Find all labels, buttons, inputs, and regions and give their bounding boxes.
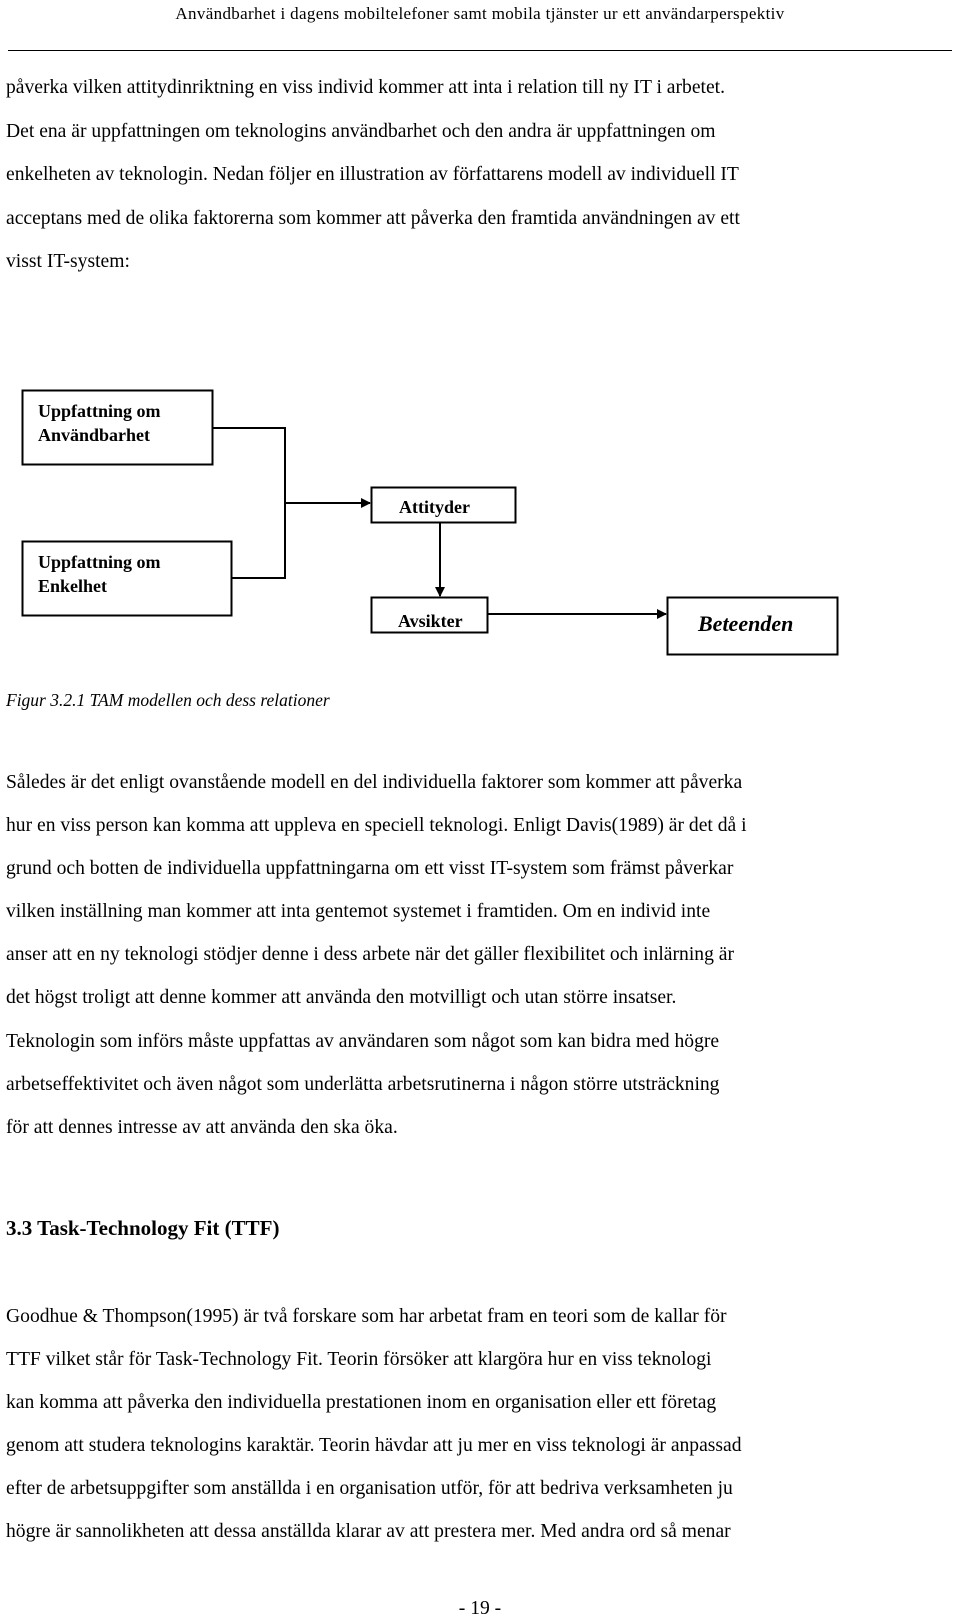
text-line: för att dennes intresse av att använda den ska öka. (6, 1116, 398, 1138)
page-number: - 19 - (458, 1598, 502, 1619)
text-line: acceptans med de olika faktorerna som kommer att påverka den framtida användningen av ett (6, 207, 740, 229)
box-perceived-ease-label-2: Enkelhet (38, 576, 108, 596)
text-line: TTF vilket står för Task-Technology Fit. Teorin försöker att klargöra hur en viss teknologi (6, 1349, 712, 1371)
box-perceived-usability-label-2: Användbarhet (38, 425, 151, 445)
text-line: visst IT-system: (6, 251, 130, 272)
text-line: arbetseffektivitet och även något som underlätta arbetsrutinerna i någon större utsträckning (6, 1073, 720, 1095)
box-intentions-label: Avsikter (398, 611, 463, 631)
text-line: efter de arbetsuppgifter som anställda i en organisation utför, för att bedriva verksamheten ju (6, 1478, 733, 1500)
text-line: kan komma att påverka den individuella prestationen inom en organisation eller ett företag (6, 1392, 717, 1414)
connector-ease-to-junction (232, 503, 286, 578)
paragraph-tam-discussion (6, 761, 946, 1149)
box-perceived-usability-label-1: Uppfattning om (38, 401, 161, 421)
text-line: påverka vilken attitydinriktning en viss individ kommer att inta i relation till ny IT i arbetet. (6, 77, 726, 98)
paragraph-ttf (6, 1295, 946, 1554)
text-line: Således är det enligt ovanstående modell en del individuella faktorer som kommer att påverka (6, 772, 743, 793)
text-line: Teknologin som införs måste uppfattas av användaren som något som kan bidra med högre (6, 1030, 720, 1052)
box-perceived-ease-label-1: Uppfattning om (38, 552, 161, 572)
text-line: hur en viss person kan komma att uppleva en speciell teknologi. Enligt Davis(1989) är det då i (6, 815, 747, 837)
text-line: vilken inställning man kommer att inta gentemot systemet i framtiden. Om en individ inte (6, 901, 711, 923)
text-line: det högst troligt att denne kommer att använda den motvilligt och utan större insatser. (6, 987, 677, 1009)
text-line: högre är sannolikheten att dessa anställda klarar av att prestera mer. Med andra ord så menar (6, 1521, 731, 1543)
text-line: genom att studera teknologins karaktär. Teorin hävdar att ju mer en viss teknologi är anpassad (6, 1435, 742, 1457)
running-header: Användbarhet i dagens mobiltelefoner samt mobila tjänster ur ett användarperspektiv (175, 4, 785, 23)
figure-caption: Figur 3.2.1 TAM modellen och dess relationer (6, 690, 330, 710)
text-line: grund och botten de individuella uppfattningarna om ett visst IT-system som främst påverkar (6, 858, 734, 880)
text-line: Det ena är uppfattningen om teknologins användbarhet och den andra är uppfattningen om (6, 120, 716, 142)
text-line: anser att en ny teknologi stödjer denne i dess arbete när det gäller flexibilitet och inlärning är (6, 944, 734, 966)
box-attitudes-label: Attityder (399, 497, 470, 517)
connector-usability-to-junction (213, 428, 286, 503)
box-behaviour-label: Beteenden (698, 611, 794, 636)
section-heading: 3.3 Task-Technology Fit (TTF) (6, 1216, 280, 1240)
text-line: Goodhue & Thompson(1995) är två forskare som har arbetat fram en teori som de kallar för (6, 1306, 727, 1327)
text-line: enkelheten av teknologin. Nedan följer en illustration av författarens modell av individuell IT (6, 164, 739, 185)
